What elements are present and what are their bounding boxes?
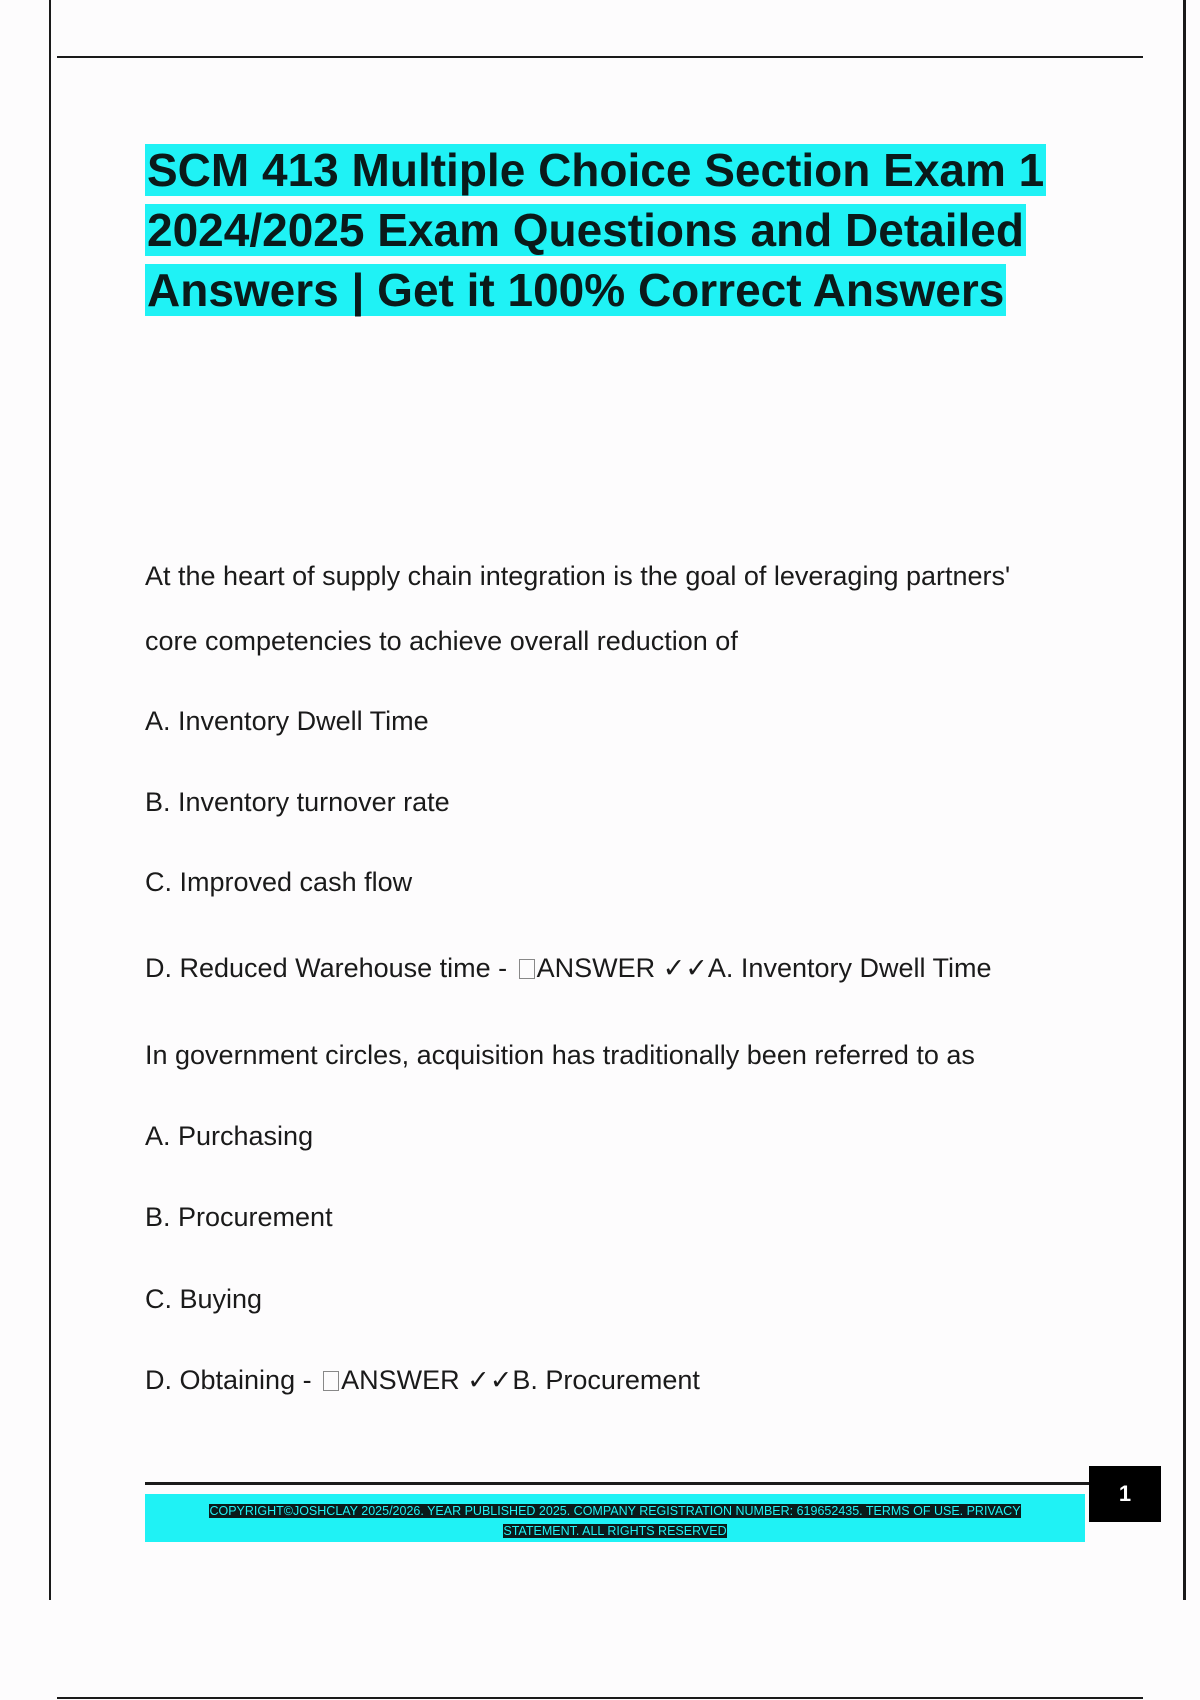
- footer-copyright-text: COPYRIGHT©JOSHCLAY 2025/2026. YEAR PUBLISHED 2025. COMPANY REGISTRATION NUMBER: 619652435. TERMS OF USE. PRIVACY STATEMENT. ALL RIGHTS RESERVED: [209, 1504, 1021, 1538]
- answer-box-icon: [323, 1371, 339, 1391]
- document-title: [145, 140, 1065, 320]
- question-1-option-c: C. Improved cash flow: [145, 867, 413, 897]
- header-rule: [57, 56, 1143, 58]
- bottom-rule: [57, 1697, 1143, 1699]
- question-2-stem-line-1: In government circles, acquisition has traditionally been referred to as: [145, 1040, 975, 1070]
- question-1-stem-line-1: At the heart of supply chain integration is the goal of leveraging partners': [145, 561, 1011, 591]
- question-2-option-d-line: [145, 1365, 700, 1396]
- document-title-text: SCM 413 Multiple Choice Section Exam 1 2024/2025 Exam Questions and Detailed Answers | Get it 100% Correct Answers: [147, 144, 1045, 316]
- question-2-option-c: C. Buying: [145, 1284, 263, 1314]
- question-1-option-a: A. Inventory Dwell Time: [145, 706, 429, 736]
- question-1-stem-line-2: core competencies to achieve overall reduction of: [145, 626, 738, 656]
- footer-copyright: [175, 1501, 1055, 1541]
- question-1-option-d: D. Reduced Warehouse time -: [145, 953, 515, 983]
- question-1-option-d-line: [145, 953, 992, 984]
- question-2-option-b: B. Procurement: [145, 1202, 333, 1232]
- footer-rule: [145, 1482, 1095, 1485]
- page-border-right: [1183, 0, 1186, 1600]
- question-2-answer: ANSWER ✓✓B. Procurement: [341, 1365, 700, 1395]
- page-border-left: [49, 0, 51, 1600]
- question-1-answer: ANSWER ✓✓A. Inventory Dwell Time: [536, 953, 992, 983]
- question-1-option-b: B. Inventory turnover rate: [145, 787, 450, 817]
- question-2-option-d: D. Obtaining -: [145, 1365, 320, 1395]
- question-2-option-a: A. Purchasing: [145, 1121, 314, 1151]
- page-number: 1: [1089, 1466, 1161, 1522]
- answer-box-icon: [519, 959, 535, 979]
- footer-band: [145, 1494, 1085, 1542]
